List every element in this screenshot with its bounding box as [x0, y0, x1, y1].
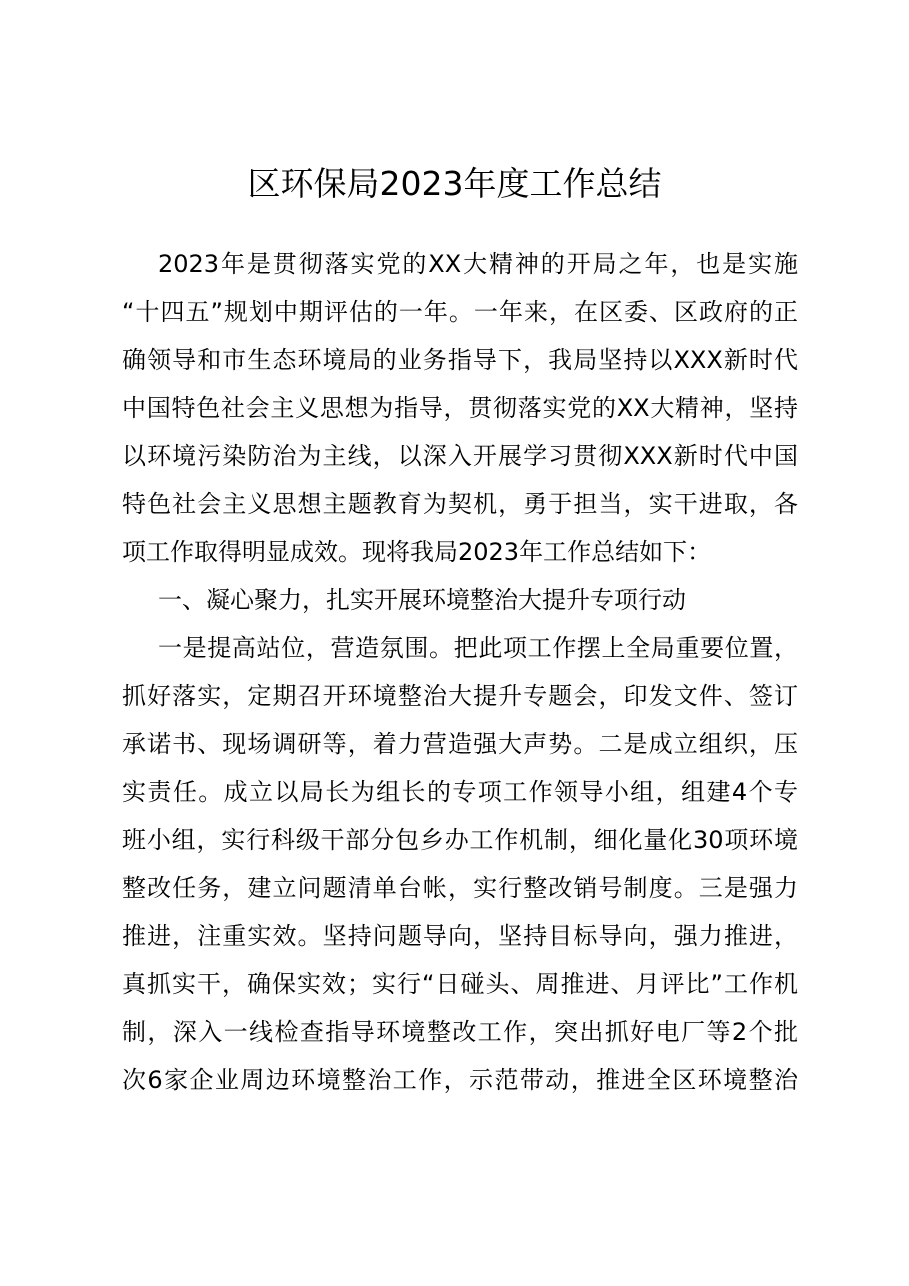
paragraph-line: 真抓实干，确保实效；实行“日碰头、周推进、月评比”工作机 — [122, 970, 798, 998]
paragraph-line: 整改任务，建立问题清单台帐，实行整改销号制度。三是强力 — [122, 874, 798, 902]
paragraph-line: 项工作取得明显成效。现将我局2023年工作总结如下： — [122, 538, 712, 566]
paragraph-line: 中国特色社会主义思想为指导，贯彻落实党的XX大精神，坚持 — [122, 394, 798, 422]
paragraph-line: 一是提高站位，营造氛围。把此项工作摆上全局重要位置， — [158, 634, 798, 662]
paragraph-line: 制，深入一线检查指导环境整改工作，突出抓好电厂等2个批 — [122, 1018, 798, 1046]
paragraph-line: 班小组，实行科级干部分包乡办工作机制，细化量化30项环境 — [122, 826, 798, 854]
paragraph-line: 特色社会主义思想主题教育为契机，勇于担当，实干进取，各 — [122, 490, 798, 518]
paragraph-line: 抓好落实，定期召开环境整治大提升专题会，印发文件、签订 — [122, 682, 798, 710]
paragraph-line: 承诺书、现场调研等，着力营造强大声势。二是成立组织，压 — [122, 730, 798, 758]
document-title: 区环保局2023年度工作总结 — [247, 164, 662, 203]
section-heading: 一、凝心聚力，扎实开展环境整治大提升专项行动 — [158, 586, 686, 614]
paragraph-line: 确领导和市生态环境局的业务指导下，我局坚持以XXX新时代 — [122, 346, 798, 374]
paragraph-line: 次6家企业周边环境整治工作，示范带动，推进全区环境整治 — [122, 1066, 798, 1094]
paragraph-line: “十四五”规划中期评估的一年。一年来，在区委、区政府的正 — [122, 298, 798, 326]
paragraph-line: 推进，注重实效。坚持问题导向，坚持目标导向，强力推进， — [122, 922, 798, 950]
paragraph-line: 以环境污染防治为主线，以深入开展学习贯彻XXX新时代中国 — [122, 442, 798, 470]
paragraph-line: 2023年是贯彻落实党的XX大精神的开局之年，也是实施 — [158, 250, 798, 278]
paragraph-line: 实责任。成立以局长为组长的专项工作领导小组，组建4个专 — [122, 778, 798, 806]
